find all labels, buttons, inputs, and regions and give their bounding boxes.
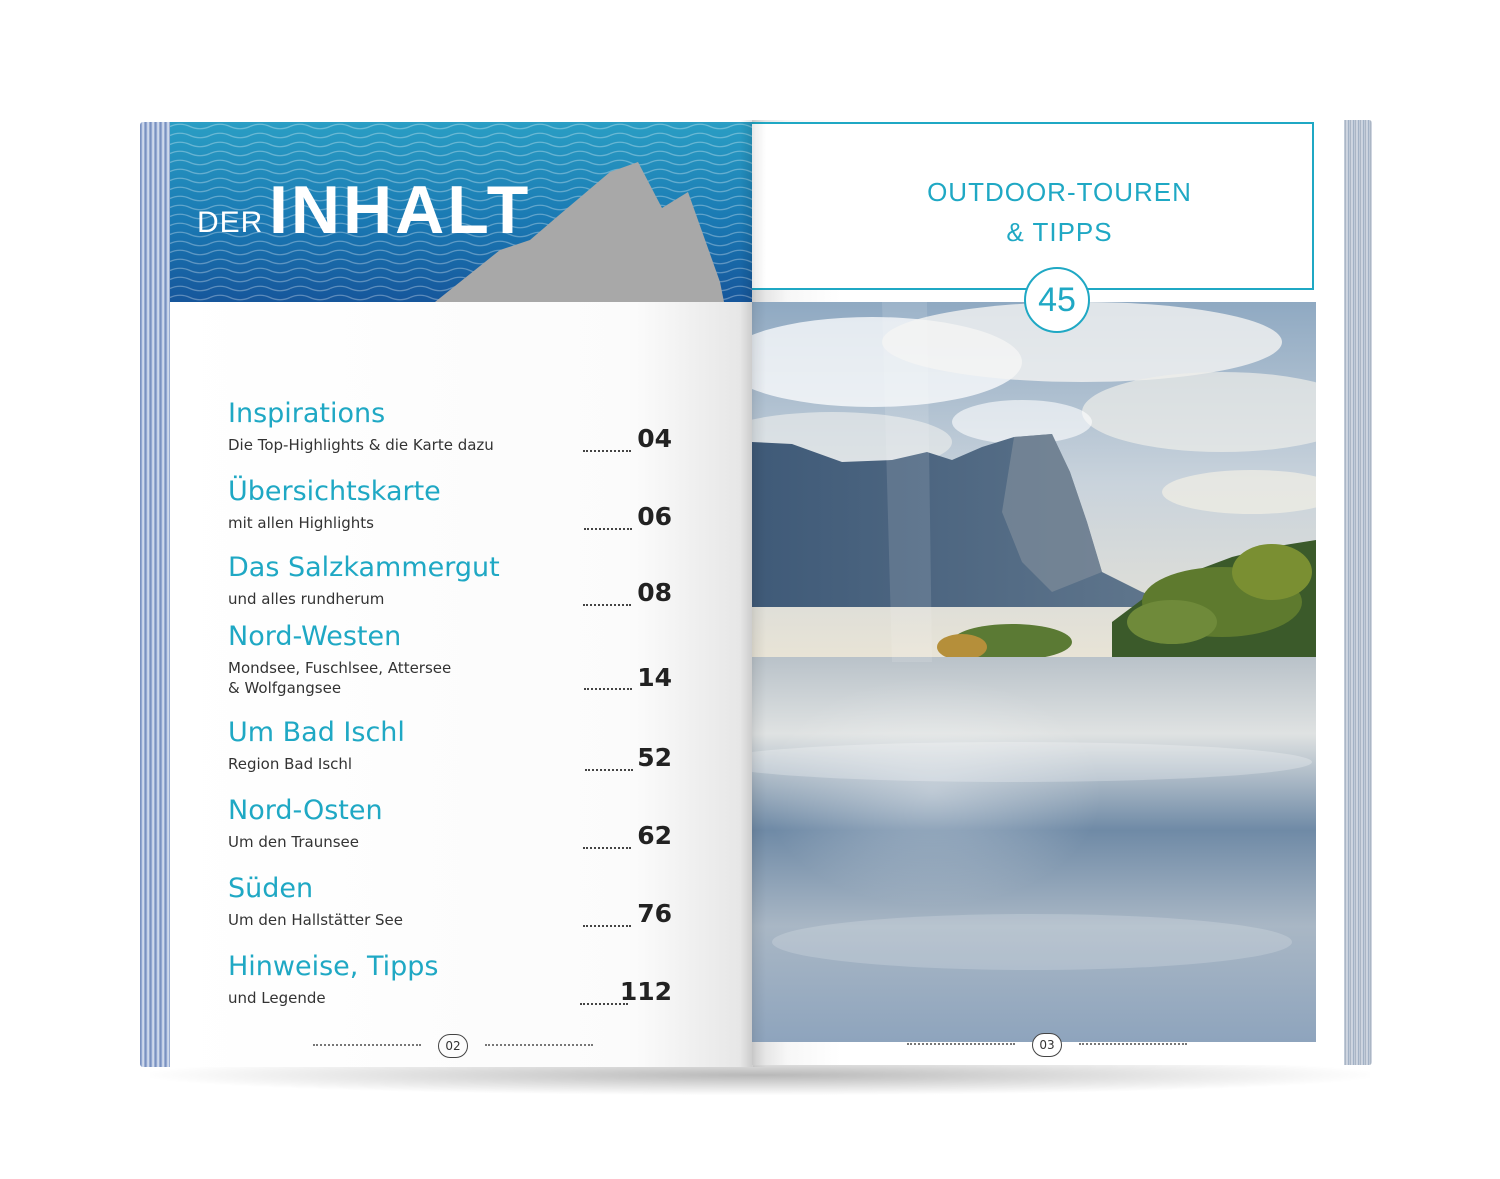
toc-subtitle: mit allen Highlights (228, 514, 374, 532)
toc-page-number: 06 (637, 502, 672, 531)
toc-subtitle: Region Bad Ischl (228, 755, 353, 773)
toc-leader-dots (583, 839, 631, 849)
toc-leader-dots (584, 520, 632, 530)
toc-subtitle: Um den Hallstätter See (228, 911, 403, 929)
toc-subtitle: Um den Traunsee (228, 833, 359, 851)
toc-heading: Um Bad Ischl (228, 717, 405, 748)
footer-dots-left (313, 1044, 421, 1046)
toc-subtitle: Mondsee, Fuschlsee, Attersee & Wolfgangsee (228, 659, 452, 697)
toc-leader-dots (584, 680, 632, 690)
page-number-footer (752, 1033, 1344, 1057)
toc-page-number: 62 (637, 821, 672, 850)
page-number: 03 (1032, 1033, 1062, 1057)
right-page (752, 120, 1344, 1065)
toc-subtitle: und Legende (228, 989, 326, 1007)
toc-page-number: 08 (637, 578, 672, 607)
footer-dots-right (485, 1044, 593, 1046)
right-page-edges (1340, 120, 1372, 1065)
toc-heading: Inspirations (228, 398, 386, 429)
footer-dots-right (1079, 1043, 1187, 1045)
page-badge: 45 (1024, 267, 1090, 333)
page-number-footer (170, 1034, 753, 1058)
toc-heading: Süden (228, 873, 314, 904)
toc-page-number: 14 (637, 663, 672, 692)
lake-mountain-photo (752, 302, 1316, 1042)
toc-page-number: 04 (637, 424, 672, 453)
toc-leader-dots (583, 596, 631, 606)
page-number: 02 (438, 1034, 468, 1058)
footer-dots-left (907, 1043, 1015, 1045)
toc-leader-dots (583, 917, 631, 927)
toc-heading: Hinweise, Tipps (228, 951, 439, 982)
toc-page-number: 112 (619, 977, 672, 1006)
toc-subtitle: und alles rundherum (228, 590, 385, 608)
toc-page-number: 76 (637, 899, 672, 928)
title-inhalt: INHALT (269, 172, 532, 248)
toc-heading: Nord-Westen (228, 621, 402, 652)
toc-leader-dots (583, 442, 631, 452)
toc-subtitle: Die Top-Highlights & die Karte dazu (228, 436, 494, 454)
toc-heading: Übersichtskarte (228, 476, 441, 507)
toc-heading: Nord-Osten (228, 795, 383, 826)
left-page (170, 122, 753, 1067)
left-page-edges (140, 122, 172, 1067)
toc-heading: Das Salzkammergut (228, 552, 500, 583)
section-heading: OUTDOOR-TOUREN & TIPPS (927, 177, 1192, 247)
title-der: DER (197, 206, 264, 239)
toc-leader-dots (585, 761, 633, 771)
toc-page-number: 52 (637, 743, 672, 772)
